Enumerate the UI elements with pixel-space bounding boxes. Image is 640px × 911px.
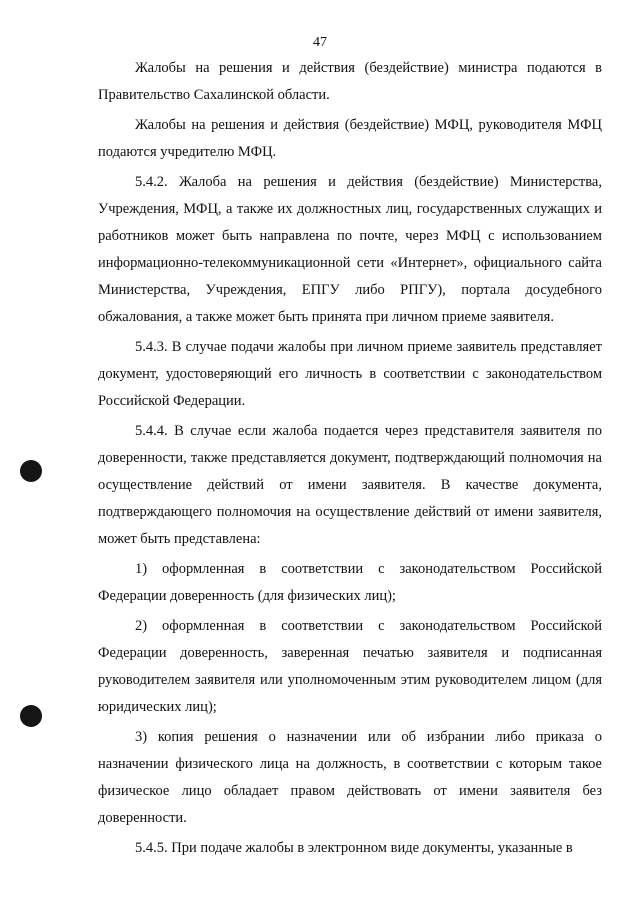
paragraph-minister-complaints: Жалобы на решения и действия (бездействие) министра подаются в Правительство Сахалинской области. bbox=[98, 60, 602, 103]
paragraph-5-4-4: 5.4.4. В случае если жалоба подается через представителя заявителя по доверенности, также представляется документ, подтверждающий полномочия на осуществление действий от имени заявителя. В качестве документа, подтверждающего полномочия на осуществление действий от имени заявителя, может быть представлена: bbox=[98, 423, 602, 547]
paragraph-5-4-5: 5.4.5. При подаче жалобы в электронном виде документы, указанные в bbox=[135, 840, 573, 856]
punch-hole-mark bbox=[20, 705, 42, 727]
paragraph-5-4-3: 5.4.3. В случае подачи жалобы при личном приеме заявитель представляет документ, удостоверяющий его личность в соответствии с законодательством Российской Федерации. bbox=[98, 339, 602, 409]
list-item-2: 2) оформленная в соответствии с законодательством Российской Федерации доверенность, заверенная печатью заявителя и подписанная руководителем заявителя или уполномоченным этим руководителем лицом (для юридических лиц); bbox=[98, 618, 602, 715]
document-body bbox=[98, 55, 602, 865]
list-item-1: 1) оформленная в соответствии с законодательством Российской Федерации доверенность (для физических лиц); bbox=[98, 561, 602, 604]
list-item-3: 3) копия решения о назначении или об избрании либо приказа о назначении физического лица на должность, в соответствии с которым такое физическое лицо обладает правом действовать от имени заявителя без доверенности. bbox=[98, 729, 602, 826]
page-number: 47 bbox=[313, 35, 327, 50]
paragraph-5-4-2: 5.4.2. Жалоба на решения и действия (бездействие) Министерства, Учреждения, МФЦ, а также их должностных лиц, государственных служащих и работников может быть направлена по почте, через МФЦ с использованием информационно-телекоммуникационной сети «Интернет», официального сайта Министерства, Учреждения, ЕПГУ либо РПГУ), портала досудебного обжалования, а также может быть принята при личном приеме заявителя. bbox=[98, 174, 602, 325]
punch-hole-mark bbox=[20, 460, 42, 482]
paragraph-mfc-complaints: Жалобы на решения и действия (бездействие) МФЦ, руководителя МФЦ подаются учредителю МФЦ. bbox=[98, 117, 602, 160]
